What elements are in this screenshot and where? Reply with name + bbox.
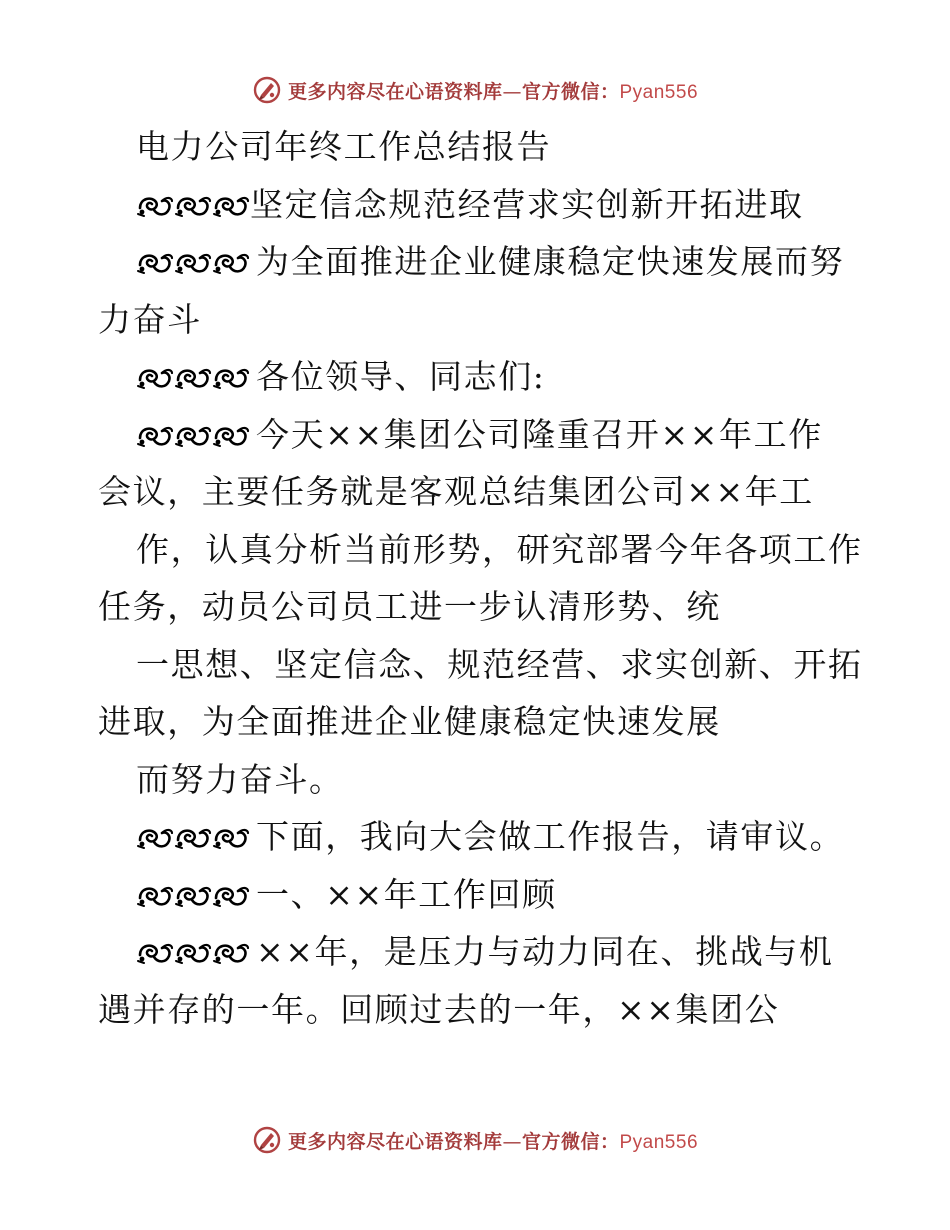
document-title: 电力公司年终工作总结报告 [136,127,552,166]
document-body [98,118,863,1038]
paragraph-line: 而努力奋斗。 [136,759,344,799]
salutation-text: 各位领导、同志们: [256,357,546,396]
paragraph-text: ××年，是压力与动力同在、挑战与机 [256,932,834,971]
paragraph-line: 进取，为全面推进企业健康稳定快速发展 [98,702,721,741]
watermark-account: Pyan556 [619,81,699,103]
ornament-icon [136,937,250,967]
paragraph-line: 一思想、坚定信念、规范经营、求实创新、开拓 [136,644,863,684]
watermark-separator: — [502,1130,522,1153]
paragraph-text: 下面，我向大会做工作报告，请审议。 [256,817,845,856]
watermark-label: 官方微信： [521,1130,620,1153]
footer-watermark [0,1122,950,1158]
paragraph-text: 今天××集团公司隆重召开××年工作 [256,414,823,454]
subtitle-text: 坚定信念规范经营求实创新开拓进取 [250,184,804,224]
paragraph-line [98,923,858,981]
watermark-brand: 更多内容尽在心语资料库 [287,1130,503,1153]
subtitle-line [98,233,858,291]
paragraph-line [98,808,858,866]
pen-logo-icon [252,1125,282,1155]
watermark-brand: 更多内容尽在心语资料库 [287,80,503,103]
ornament-icon [136,822,250,852]
paragraph-line: 任务，动员公司员工进一步认清形势、统 [98,587,721,626]
paragraph-line: 遇并存的一年。回顾过去的一年，××集团公 [98,989,780,1029]
subtitle-continuation: 力奋斗 [98,299,202,339]
header-watermark [0,72,950,108]
paragraph-line [98,406,858,464]
ornament-icon [136,420,250,450]
ornament-icon [136,190,250,220]
pen-logo-icon [252,75,282,105]
ornament-icon [136,880,250,910]
salutation-line [98,348,858,406]
subtitle-line [98,176,858,234]
paragraph-line: 作，认真分析当前形势，研究部署今年各项工作 [136,529,863,569]
watermark-label: 官方微信： [521,80,620,103]
paragraph-line: 会议，主要任务就是客观总结集团公司××年工 [98,472,814,511]
section-heading [98,866,858,924]
section-heading-text: 一、××年工作回顾 [256,874,557,914]
ornament-icon [136,247,250,277]
watermark-separator: — [502,80,522,103]
watermark-account: Pyan556 [619,1131,699,1153]
subtitle-text: 为全面推进企业健康稳定快速发展而努 [256,242,845,281]
ornament-icon [136,362,250,392]
